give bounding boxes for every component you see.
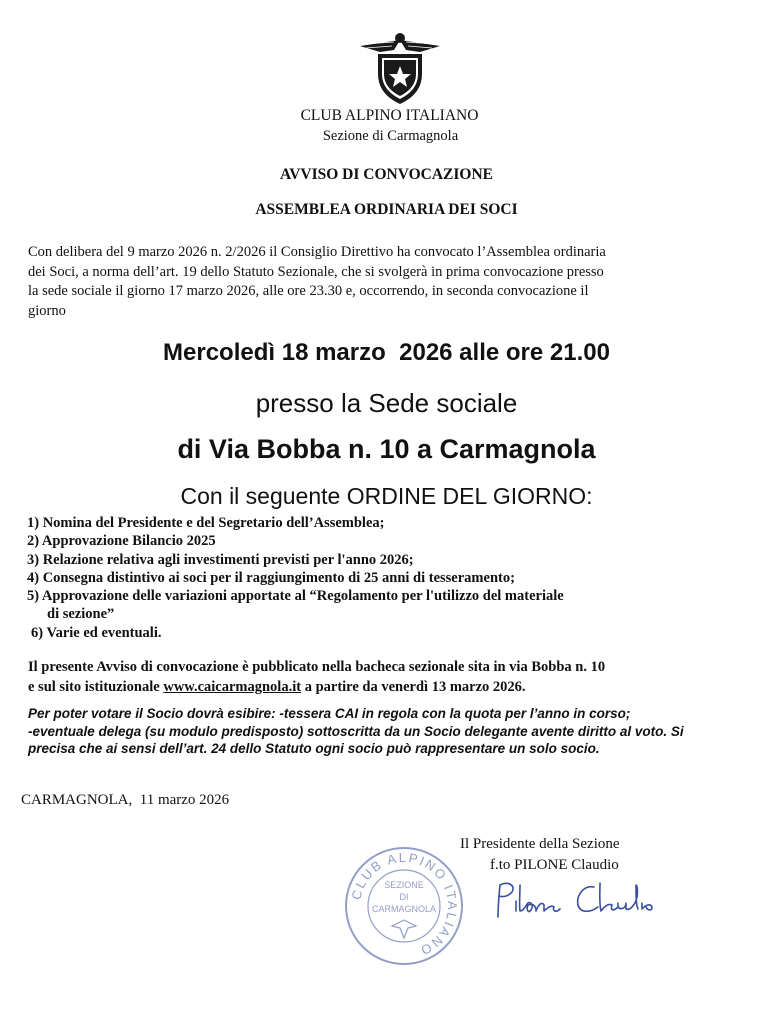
publication-notice [28,657,748,697]
stamp-eagle-icon [392,920,416,938]
voting-line: precisa che ai sensi dell’art. 24 dello Statuto ogni socio può rappresentare un solo socio. [28,741,600,756]
agenda-item: 6) Varie ed eventuali. [31,624,162,641]
stamp-inner-text: SEZIONE [384,880,424,890]
place-and-date: CARMAGNOLA, 11 marzo 2026 [21,792,230,808]
stamp-outer-text: CLUB ALPINO ITALIANO [348,849,461,959]
intro-line: dei Soci, a norma dell’art. 19 dello Statuto Sezionale, che si svolgerà in prima convocazione presso [28,263,604,280]
agenda-item: 1) Nomina del Presidente e del Segretario dell’Assemblea; [27,515,385,531]
notice-title: AVVISO DI CONVOCAZIONE [280,166,493,183]
agenda-heading: Con il seguente ORDINE DEL GIORNO: [180,483,593,509]
voting-line: Per poter votare il Socio dovrà esibire: -tessera CAI in regola con la quota per l’anno in corso; [28,706,631,721]
president-title: Il Presidente della Sezione [460,836,620,852]
meeting-date: Mercoledì 18 marzo 2026 alle ore 21.00 [163,339,610,366]
intro-line: giorno [28,302,66,319]
meeting-address: di Via Bobba n. 10 a Carmagnola [177,434,596,464]
intro-line: Con delibera del 9 marzo 2026 n. 2/2026 il Consiglio Direttivo ha convocato l’Assemblea ordinaria [28,244,606,260]
notice-subtitle: ASSEMBLEA ORDINARIA DEI SOCI [255,201,518,218]
agenda-list [27,514,747,642]
organization-name: CLUB ALPINO ITALIANO [300,107,479,124]
publication-line: e sul sito istituzionale www.caicarmagnola.it a partire da venerdì 13 marzo 2026. [28,679,526,695]
publication-line: Il presente Avviso di convocazione è pubblicato nella bacheca sezionale sita in via Bobba n. 10 [28,659,606,675]
agenda-item: 3) Relazione relativa agli investimenti previsti per l'anno 2026; [27,551,414,568]
agenda-item-continuation: di sezione” [47,606,115,623]
voting-requirements [28,705,748,758]
section-name: Sezione di Carmagnola [322,128,459,144]
agenda-item: 5) Approvazione delle variazioni apportate al “Regolamento per l'utilizzo del materiale [27,588,564,605]
voting-line: -eventuale delega (su modulo predisposto) sottoscritta da un Socio delegante avente diritto al voto. Si [28,723,684,739]
agenda-item: 2) Approvazione Bilancio 2025 [27,533,216,550]
stamp-inner-text: CARMAGNOLA [371,904,437,914]
website-link[interactable]: www.caicarmagnola.it [163,679,302,695]
intro-paragraph [28,243,744,321]
cai-logo-icon [354,30,446,106]
stamp-inner-text: DI [399,892,409,902]
intro-line: la sede sociale il giorno 17 marzo 2026, alle ore 23.30 e, occorrendo, in seconda convocazione il [28,283,589,299]
president-signature [486,877,666,921]
section-stamp [342,844,466,968]
meeting-venue: presso la Sede sociale [255,388,518,418]
president-name: f.to PILONE Claudio [490,857,619,873]
agenda-item: 4) Consegna distintivo ai soci per il raggiungimento di 25 anni di tesseramento; [27,569,515,586]
